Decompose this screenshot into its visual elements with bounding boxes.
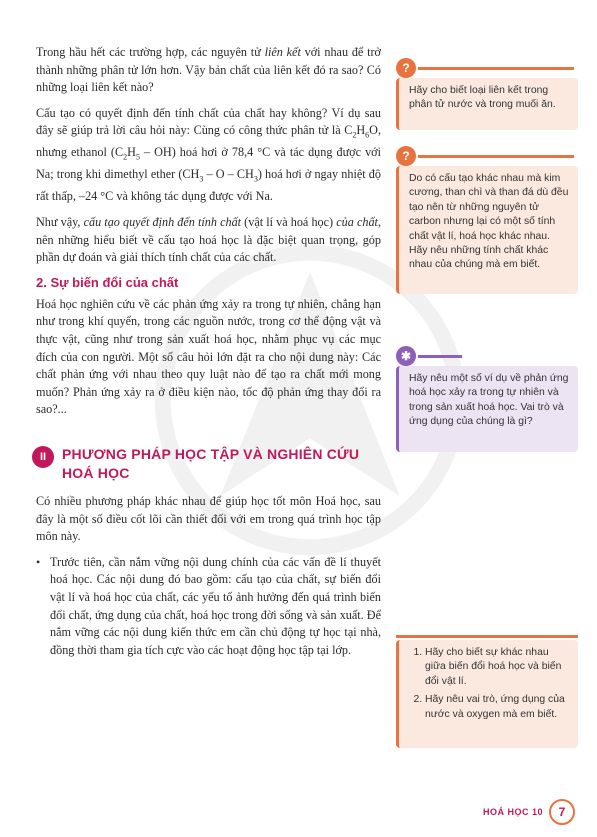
question-box-3	[396, 640, 578, 748]
bullet-dot-icon: •	[36, 554, 41, 569]
list-item: 1. Hãy cho biết sự khác nhau giữa biến đổi hoá học và biến đổi vật lí.	[425, 646, 570, 689]
list-item: 2. Hãy nêu vai trò, ứng dụng của nước và oxygen mà em biết.	[425, 693, 570, 722]
question-text-1: Hãy cho biết loại liên kết trong phân tử nước và trong muối ăn.	[409, 85, 556, 111]
paragraph-chemical-change: Hoá học nghiên cứu về các phản ứng xảy ra trong tự nhiên, chẳng hạn như trong khí quyển, trong các nguồn nước, trong cơ thể động vật và thực vật, cũng như trong sản xuất hoá học, nhằm phục vụ các mục đích của con người. Một số câu hỏi lớn đặt ra cho nội dung này: Các chất phản ứng với nhau theo quy luật nào để tạo ra chất mới mong muốn? Phản ứng xảy ra ở điều kiện nào, tốc độ phản ứng thay đổi ra sao?...	[36, 296, 381, 417]
header-line	[418, 67, 574, 70]
page-footer	[483, 799, 575, 825]
activity-text: Hãy nêu một số ví dụ về phản ứng hoá học xảy ra trong tự nhiên và trong sản xuất hoá học. Vai trò và ứng dụng của chúng là gì?	[409, 373, 569, 428]
question-box-1	[396, 78, 578, 130]
paragraph-structure-conclusion: Như vậy, cấu tạo quyết định đến tính chất (vật lí và hoá học) của chất, nên những hiểu biết về cấu tạo hoá học là đặc biệt quan trọng, góp phần dự đoán và giải thích tính chất của các chất.	[36, 215, 381, 265]
paragraph-methods-intro: Có nhiều phương pháp khác nhau để giúp học tốt môn Hoá học, sau đây là một số điều cốt lõi cần thiết đối với em trong quá trình học tập môn này.	[36, 494, 381, 544]
section-II-title: PHƯƠNG PHÁP HỌC TẬP VÀ NGHIÊN CỨU HOÁ HỌC	[62, 446, 360, 481]
question-icon: ?	[396, 146, 416, 166]
bullet-text: Trước tiên, cần nắm vững nội dung chính của các vấn đề lí thuyết hoá học. Các nội dung đó bao gồm: cấu tạo của chất, sự biến đổi vật lí và hoá học của chất, các yếu tố ảnh hưởng đến quá trình biến đổi chất, ứng dụng của chất, hoá học trong đời sống và sản xuất. Để nắm vững các nội dung kiến thức em cần chủ động tự học tại nhà, đồng thời tham gia tích cực vào các hoạt động học tập tại lớp.	[50, 554, 381, 657]
roman-numeral-badge: II	[32, 446, 54, 468]
subject-label: HOÁ HỌC 10	[482, 807, 543, 817]
question-list	[409, 646, 570, 722]
header-line	[418, 355, 462, 358]
main-column	[36, 44, 381, 667]
paragraph-structure-example: Cấu tạo có quyết định đến tính chất của chất hay không? Ví dụ sau đây sẽ giúp trả lời câu hỏi này: Cùng có công thức phân tử là $C_2H_6O$, nhưng ethanol $(C_2H_5 - OH)$ hoá hơi ở 78,4 °C và tác dụng được với Na; trong khi dimethyl ether ($CH_3$ – O – $CH_3$) hoá hơi ở ngay nhiệt độ rất thấp, –24 °C và không tác dụng được với Na.	[36, 105, 381, 204]
question-header-2	[396, 146, 578, 166]
activity-header	[396, 346, 578, 366]
question-box-2	[396, 166, 578, 294]
question-text-2: Do có cấu tạo khác nhau mà kim cương, than chì và than đá dù đều tạo nên từ những nguyên tử carbon nhưng lại có một số tính chất vật lí, hoá học khác nhau. Hãy nêu những tính chất khác nhau của chúng mà em biết.	[409, 173, 569, 271]
question-icon: ?	[396, 58, 416, 78]
header-line	[418, 155, 574, 158]
gear-icon: ✱	[396, 346, 416, 366]
bullet-item	[36, 554, 381, 660]
page-number: 7	[549, 799, 575, 825]
question-header-1	[396, 58, 578, 78]
section-2-title: 2. Sự biến đổi của chất	[36, 274, 179, 290]
header-line	[396, 635, 578, 638]
section-II-heading	[32, 445, 381, 483]
paragraph-bonding: Trong hầu hết các trường hợp, các nguyên tử liên kết với nhau để trở thành những phân tử lớn hơn. Vậy bản chất của liên kết đó ra sao? Có những loại liên kết nào?	[36, 45, 382, 95]
activity-box	[396, 366, 578, 452]
